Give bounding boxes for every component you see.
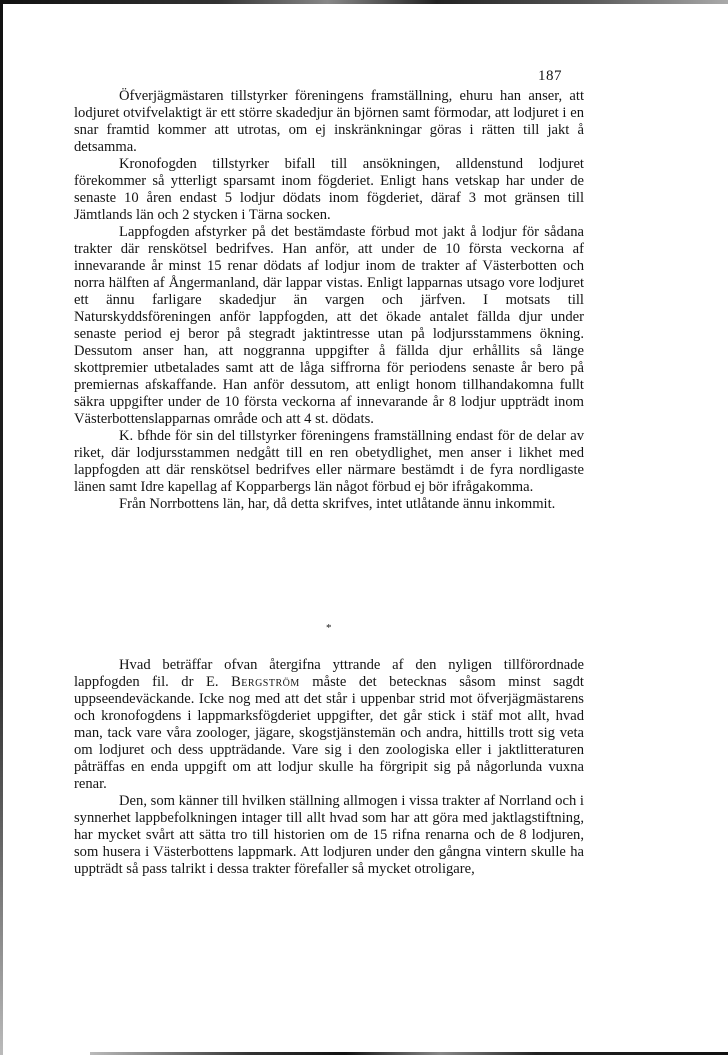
paragraph-hvad-beträffar bbox=[74, 657, 584, 793]
page-number: 187 bbox=[538, 68, 562, 84]
scan-edge-left bbox=[0, 0, 3, 1055]
section-official-statements bbox=[74, 88, 584, 513]
paragraph-norrbotten: Från Norrbottens län, har, då detta skrifves, intet utlåtande ännu inkommit. bbox=[119, 496, 556, 512]
section-separator-asterisk: * bbox=[326, 622, 332, 634]
paragraph-den-som-kanner: Den, som känner till hvilken ställning allmogen i vissa trakter af Norrland och i synnerhet lappbefolkningen intager till allt hvad som har att göra med jaktlagstiftning, har mycket svårt att sätta tro till historien om de 15 rifna renarna och de 8 lodjuren, som husera i Västerbottens lappmark. Att lodjuren under den gångna vintern skulle ha uppträdt så pass talrikt i dessa trakter förefaller så mycket otroligare, bbox=[74, 793, 584, 877]
text-run: måste det betecknas såsom minst sagdt uppseendeväckande. Icke nog med att det står i uppenbar strid mot öfverjägmästarens och kronofogdens i lappmarksfögderiet uppgifter, det går stick i stäf mot allt, hvad man, tack vare våra zoologer, jägare, skogstjänstemän och andra, hittills trott sig veta om lodjuret och dess uppträdande. Vare sig i den zoologiska eller i jaktlitteraturen påträffas en enda uppgift om att lodjur skulle ha förgripit sig på någorlunda vuxna renar. bbox=[74, 674, 584, 792]
scan-edge-top bbox=[0, 0, 728, 4]
section-commentary bbox=[74, 657, 584, 878]
paragraph-ofverjagmastaren: Öfverjägmästaren tillstyrker föreningens framställning, ehuru han anser, att lodjuret otvifvelaktigt är ett större skadedjur än björnen samt förmodar, att lodjuret i en snar framtid kommer att utrotas, om ej inskränkningar göras i rätten till jakt å detsamma. bbox=[74, 88, 584, 155]
paragraph-lappfogden: Lappfogden afstyrker på det bestämdaste förbud mot jakt å lodjur för sådana trakter där renskötsel bedrifves. Han anför, att under de 10 första veckorna af innevarande år minst 15 renar dödats af lodjur inom de trakter af Västerbotten och norra hälften af Ångermanland, där lappar vistas. Enligt lapparnas utsago vore lodjuret ett ännu farligare skadedjur än vargen och järfven. I motsats till Naturskyddsföreningen anför lappfogden, att det ökade antalet fällda djur under senaste period ej beror på stegradt jaktintresse utan på lodjursstammens ökning. Dessutom anser han, att noggranna uppgifter å fällda djur erhållits så länge skottpremier utbetalades samt att de låga siffrorna för periodens senaste år bero på premiernas afskaffande. Han anför dessutom, att enligt honom tillhandakomna fullt säkra uppgifter under de 10 första veckorna af innevarande år 8 lodjur uppträdt inom Västerbottenslapparnas område och att 4 st. dödats. bbox=[74, 224, 584, 427]
author-name-smallcaps: Bergström bbox=[231, 674, 300, 690]
paragraph-kronofogden: Kronofogden tillstyrker bifall till ansökningen, alldenstund lodjuret förekommer så ytterligt sparsamt inom fögderiet. Enligt hans vetskap har under de senaste 10 åren endast 5 lodjur dödats inom fögderiet, däraf 3 mot gränsen till Jämtlands län och 2 stycken i Tärna socken. bbox=[74, 156, 584, 223]
paragraph-k-bfhde: K. bfhde för sin del tillstyrker föreningens framställning endast för de delar av riket, där lodjursstammen nedgått till en ren obetydlighet, men anser i likhet med lappfogden att där renskötsel bedrifves eller närmare bestämdt i de fyra nordligaste länen samt Idre kapellag af Kopparbergs län något förbud ej bör ifrågakomma. bbox=[74, 428, 584, 495]
text-run: Hvad beträffar ofvan återgifna yttrande af den nyligen tillförordnade lappfogden fil. dr E. bbox=[74, 657, 584, 690]
